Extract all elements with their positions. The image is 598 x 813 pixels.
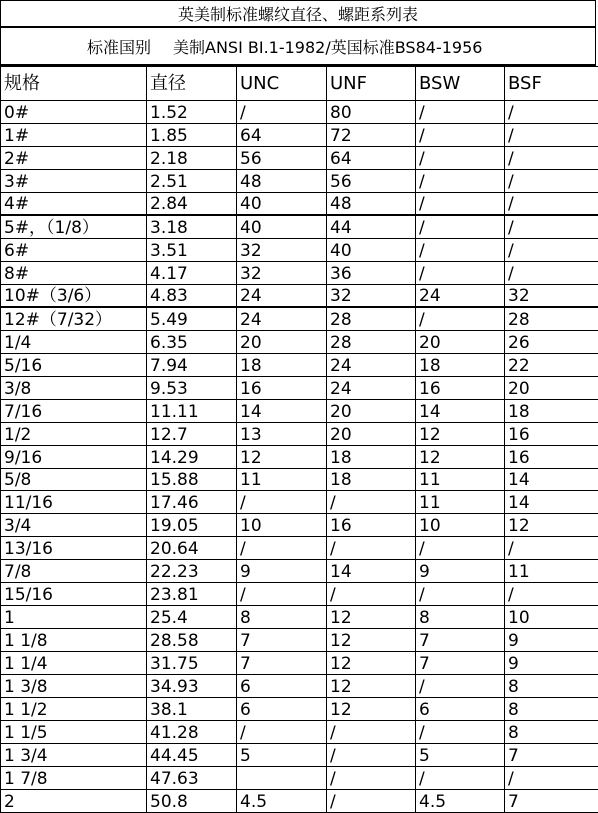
- table-row: [1, 560, 598, 583]
- diameter-cell: 23.81: [147, 583, 237, 606]
- diameter-cell: 14.29: [147, 445, 237, 468]
- unc-cell: 20: [237, 330, 327, 353]
- table-row: [1, 606, 598, 629]
- spec-cell: 2#: [1, 146, 147, 169]
- spec-cell: 0#: [1, 101, 147, 124]
- table-row: [1, 330, 598, 353]
- diameter-cell: 41.28: [147, 721, 237, 744]
- diameter-cell: 4.17: [147, 261, 237, 284]
- spec-cell: 5/8: [1, 468, 147, 491]
- unf-cell: 14: [327, 560, 416, 583]
- bsw-cell: /: [416, 146, 505, 169]
- bsw-cell: 12: [416, 422, 505, 445]
- table-row: [1, 675, 598, 698]
- unf-cell: 28: [327, 307, 416, 330]
- bsf-cell: 12: [505, 514, 598, 537]
- unc-cell: 24: [237, 307, 327, 330]
- table-row: [1, 537, 598, 560]
- unf-cell: 44: [327, 215, 416, 238]
- bsf-cell: 14: [505, 468, 598, 491]
- unc-cell: /: [237, 101, 327, 124]
- spec-cell: 7/8: [1, 560, 147, 583]
- unc-cell: 32: [237, 261, 327, 284]
- spec-cell: 9/16: [1, 445, 147, 468]
- unf-cell: 12: [327, 675, 416, 698]
- unf-cell: 64: [327, 146, 416, 169]
- table-row: [1, 215, 598, 238]
- diameter-cell: 15.88: [147, 468, 237, 491]
- diameter-cell: 2.18: [147, 146, 237, 169]
- unc-cell: 8: [237, 606, 327, 629]
- standard-row: [0, 28, 596, 66]
- table-row: [1, 468, 598, 491]
- diameter-cell: 28.58: [147, 629, 237, 652]
- diameter-cell: 4.83: [147, 284, 237, 307]
- table-row: [1, 169, 598, 192]
- unc-cell: 64: [237, 123, 327, 146]
- unf-cell: 28: [327, 330, 416, 353]
- unc-cell: 9: [237, 560, 327, 583]
- unf-cell: /: [327, 721, 416, 744]
- table-row: [1, 767, 598, 790]
- unc-cell: 16: [237, 376, 327, 399]
- unf-cell: /: [327, 744, 416, 767]
- table-row: [1, 445, 598, 468]
- bsw-cell: 7: [416, 652, 505, 675]
- bsw-cell: 5: [416, 744, 505, 767]
- spec-cell: 7/16: [1, 399, 147, 422]
- unf-cell: 40: [327, 238, 416, 261]
- spec-cell: 3/8: [1, 376, 147, 399]
- bsw-cell: /: [416, 192, 505, 215]
- unf-cell: /: [327, 491, 416, 514]
- unc-cell: [237, 767, 327, 790]
- diameter-cell: 3.18: [147, 215, 237, 238]
- bsf-cell: /: [505, 537, 598, 560]
- bsw-cell: /: [416, 307, 505, 330]
- bsf-cell: /: [505, 767, 598, 790]
- spec-cell: 2: [1, 790, 147, 813]
- unf-cell: 56: [327, 169, 416, 192]
- table-row: [1, 422, 598, 445]
- unc-cell: 7: [237, 629, 327, 652]
- spec-cell: 13/16: [1, 537, 147, 560]
- spec-cell: 1 7/8: [1, 767, 147, 790]
- bsw-cell: /: [416, 101, 505, 124]
- bsw-cell: 11: [416, 468, 505, 491]
- bsf-cell: 10: [505, 606, 598, 629]
- unc-cell: 48: [237, 169, 327, 192]
- bsf-cell: /: [505, 169, 598, 192]
- unf-cell: 48: [327, 192, 416, 215]
- diameter-cell: 22.23: [147, 560, 237, 583]
- bsf-cell: 14: [505, 491, 598, 514]
- diameter-cell: 7.94: [147, 353, 237, 376]
- bsf-cell: /: [505, 215, 598, 238]
- diameter-cell: 17.46: [147, 491, 237, 514]
- bsf-cell: /: [505, 261, 598, 284]
- table-row: [1, 744, 598, 767]
- bsw-cell: /: [416, 675, 505, 698]
- unf-cell: /: [327, 790, 416, 813]
- unf-cell: /: [327, 537, 416, 560]
- diameter-cell: 31.75: [147, 652, 237, 675]
- table-title-text: 英美制标准螺纹直径、螺距系列表: [178, 2, 418, 25]
- bsf-cell: 9: [505, 652, 598, 675]
- unf-cell: 12: [327, 606, 416, 629]
- bsf-cell: 16: [505, 422, 598, 445]
- unc-cell: 40: [237, 192, 327, 215]
- diameter-cell: 44.45: [147, 744, 237, 767]
- table-body: [1, 101, 598, 813]
- unc-cell: 14: [237, 399, 327, 422]
- unc-cell: 5: [237, 744, 327, 767]
- bsw-cell: /: [416, 261, 505, 284]
- unf-cell: 72: [327, 123, 416, 146]
- bsf-cell: 28: [505, 307, 598, 330]
- bsf-cell: 18: [505, 399, 598, 422]
- spec-cell: 1 3/4: [1, 744, 147, 767]
- unf-cell: 12: [327, 698, 416, 721]
- unf-cell: 24: [327, 353, 416, 376]
- header-diameter: 直径: [147, 67, 237, 101]
- table-row: [1, 514, 598, 537]
- bsf-cell: 9: [505, 629, 598, 652]
- diameter-cell: 1.52: [147, 101, 237, 124]
- bsw-cell: 20: [416, 330, 505, 353]
- bsf-cell: 7: [505, 790, 598, 813]
- unf-cell: 12: [327, 629, 416, 652]
- spec-cell: 15/16: [1, 583, 147, 606]
- bsf-cell: 32: [505, 284, 598, 307]
- unf-cell: 32: [327, 284, 416, 307]
- header-unc: UNC: [237, 67, 327, 101]
- bsw-cell: 18: [416, 353, 505, 376]
- standard-value: 美制ANSI BI.1-1982/英国标准BS84-1956: [173, 35, 482, 58]
- bsw-cell: 10: [416, 514, 505, 537]
- bsw-cell: 6: [416, 698, 505, 721]
- table-title: [0, 0, 596, 28]
- unc-cell: /: [237, 491, 327, 514]
- unf-cell: 80: [327, 101, 416, 124]
- unf-cell: 18: [327, 445, 416, 468]
- unc-cell: 56: [237, 146, 327, 169]
- table-row: [1, 491, 598, 514]
- spec-cell: 1 3/8: [1, 675, 147, 698]
- diameter-cell: 12.7: [147, 422, 237, 445]
- diameter-cell: 25.4: [147, 606, 237, 629]
- unf-cell: 16: [327, 514, 416, 537]
- unc-cell: 40: [237, 215, 327, 238]
- bsw-cell: /: [416, 583, 505, 606]
- table-header: [1, 67, 598, 101]
- diameter-cell: 47.63: [147, 767, 237, 790]
- bsw-cell: 8: [416, 606, 505, 629]
- bsf-cell: /: [505, 146, 598, 169]
- bsf-cell: 8: [505, 675, 598, 698]
- unf-cell: 12: [327, 652, 416, 675]
- unc-cell: 13: [237, 422, 327, 445]
- spec-cell: 6#: [1, 238, 147, 261]
- bsf-cell: 8: [505, 721, 598, 744]
- bsf-cell: /: [505, 123, 598, 146]
- bsf-cell: 26: [505, 330, 598, 353]
- table-row: [1, 353, 598, 376]
- table-row: [1, 629, 598, 652]
- diameter-cell: 6.35: [147, 330, 237, 353]
- table-row: [1, 284, 598, 307]
- spec-cell: 1/2: [1, 422, 147, 445]
- standard-label: 标准国别: [87, 35, 151, 58]
- unc-cell: 6: [237, 698, 327, 721]
- spec-cell: 1 1/5: [1, 721, 147, 744]
- spec-cell: 11/16: [1, 491, 147, 514]
- unf-cell: 36: [327, 261, 416, 284]
- table-row: [1, 698, 598, 721]
- diameter-cell: 3.51: [147, 238, 237, 261]
- spec-cell: 1 1/2: [1, 698, 147, 721]
- unc-cell: /: [237, 537, 327, 560]
- table-row: [1, 307, 598, 330]
- diameter-cell: 5.49: [147, 307, 237, 330]
- table-row: [1, 238, 598, 261]
- spec-cell: 1: [1, 606, 147, 629]
- bsf-cell: 20: [505, 376, 598, 399]
- thread-table: [0, 66, 598, 813]
- unc-cell: 24: [237, 284, 327, 307]
- spec-cell: 1 1/4: [1, 652, 147, 675]
- spec-cell: 12#（7/32）: [1, 307, 147, 330]
- bsw-cell: /: [416, 238, 505, 261]
- spec-cell: 3/4: [1, 514, 147, 537]
- unf-cell: 20: [327, 422, 416, 445]
- bsw-cell: /: [416, 721, 505, 744]
- diameter-cell: 1.85: [147, 123, 237, 146]
- diameter-cell: 2.51: [147, 169, 237, 192]
- diameter-cell: 11.11: [147, 399, 237, 422]
- bsf-cell: /: [505, 583, 598, 606]
- unc-cell: 12: [237, 445, 327, 468]
- spec-cell: 1#: [1, 123, 147, 146]
- unc-cell: 32: [237, 238, 327, 261]
- unf-cell: /: [327, 583, 416, 606]
- unc-cell: /: [237, 721, 327, 744]
- diameter-cell: 38.1: [147, 698, 237, 721]
- bsf-cell: /: [505, 101, 598, 124]
- spec-cell: 10#（3/6）: [1, 284, 147, 307]
- bsw-cell: 11: [416, 491, 505, 514]
- unc-cell: 6: [237, 675, 327, 698]
- table-row: [1, 261, 598, 284]
- table-row: [1, 583, 598, 606]
- unc-cell: /: [237, 583, 327, 606]
- bsw-cell: /: [416, 215, 505, 238]
- table-row: [1, 123, 598, 146]
- unc-cell: 11: [237, 468, 327, 491]
- spec-cell: 3#: [1, 169, 147, 192]
- bsw-cell: 9: [416, 560, 505, 583]
- diameter-cell: 9.53: [147, 376, 237, 399]
- bsf-cell: 8: [505, 698, 598, 721]
- table-row: [1, 652, 598, 675]
- unf-cell: /: [327, 767, 416, 790]
- diameter-cell: 50.8: [147, 790, 237, 813]
- bsw-cell: /: [416, 537, 505, 560]
- header-row: [1, 67, 598, 101]
- unf-cell: 24: [327, 376, 416, 399]
- spec-cell: 4#: [1, 192, 147, 215]
- header-unf: UNF: [327, 67, 416, 101]
- spec-cell: 1 1/8: [1, 629, 147, 652]
- bsw-cell: /: [416, 169, 505, 192]
- unc-cell: 7: [237, 652, 327, 675]
- bsw-cell: 12: [416, 445, 505, 468]
- bsw-cell: /: [416, 123, 505, 146]
- diameter-cell: 34.93: [147, 675, 237, 698]
- bsf-cell: /: [505, 192, 598, 215]
- bsw-cell: /: [416, 767, 505, 790]
- bsf-cell: 11: [505, 560, 598, 583]
- spec-cell: 5/16: [1, 353, 147, 376]
- table-row: [1, 192, 598, 215]
- bsw-cell: 7: [416, 629, 505, 652]
- table-row: [1, 146, 598, 169]
- unc-cell: 18: [237, 353, 327, 376]
- table-row: [1, 399, 598, 422]
- bsw-cell: 16: [416, 376, 505, 399]
- bsf-cell: 16: [505, 445, 598, 468]
- table-row: [1, 790, 598, 813]
- spec-cell: 1/4: [1, 330, 147, 353]
- bsw-cell: 4.5: [416, 790, 505, 813]
- spec-cell: 8#: [1, 261, 147, 284]
- bsw-cell: 14: [416, 399, 505, 422]
- table-row: [1, 721, 598, 744]
- bsw-cell: 24: [416, 284, 505, 307]
- diameter-cell: 2.84: [147, 192, 237, 215]
- table-row: [1, 101, 598, 124]
- header-bsw: BSW: [416, 67, 505, 101]
- unc-cell: 4.5: [237, 790, 327, 813]
- diameter-cell: 19.05: [147, 514, 237, 537]
- diameter-cell: 20.64: [147, 537, 237, 560]
- unf-cell: 20: [327, 399, 416, 422]
- bsf-cell: 7: [505, 744, 598, 767]
- bsf-cell: 22: [505, 353, 598, 376]
- spec-cell: 5#，（1/8）: [1, 215, 147, 238]
- header-spec: 规格: [1, 67, 147, 101]
- unc-cell: 10: [237, 514, 327, 537]
- header-bsf: BSF: [505, 67, 598, 101]
- bsf-cell: /: [505, 238, 598, 261]
- unf-cell: 18: [327, 468, 416, 491]
- table-row: [1, 376, 598, 399]
